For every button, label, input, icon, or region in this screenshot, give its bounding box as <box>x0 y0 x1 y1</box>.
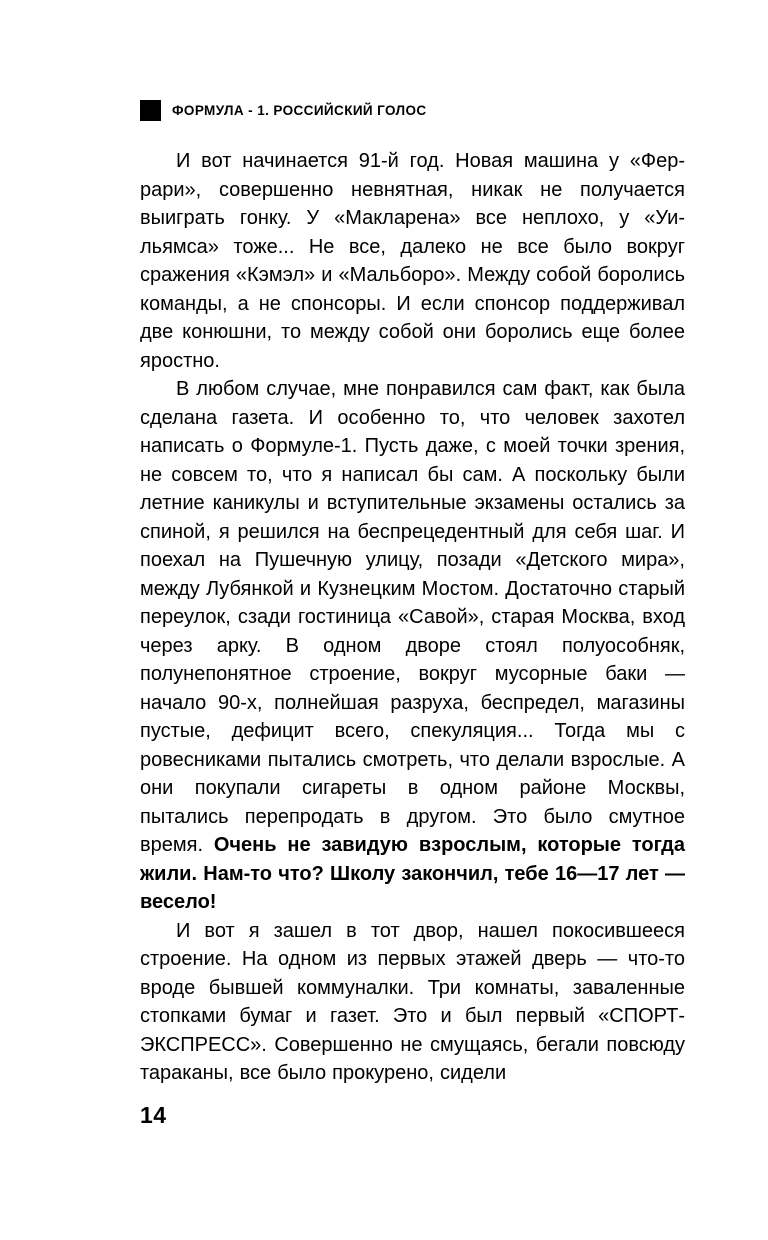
paragraph-bold-text: Очень не завидую взрослым, которые тогда жили. Нам-то что? Школу закончил, тебе 16—17 лет — весело! <box>140 834 685 913</box>
running-header <box>140 100 685 121</box>
paragraph <box>140 375 685 917</box>
body-text-block <box>140 147 685 1088</box>
page-number: 14 <box>140 1101 167 1128</box>
header-square-marker <box>140 100 161 121</box>
paragraph-text: И вот я зашел в тот двор, нашел покосившееся строение. На одном из первых этажей дверь — что-то вроде бывшей коммуналки. Три комнаты, заваленные стопками бумаг и газет. Это и был первый «СПОРТ-ЭКСПРЕСС». Совершенно не смущаясь, бегали повсюду тараканы, все было прокурено, сидели <box>140 919 685 1084</box>
paragraph-text: И вот начинается 91-й год. Новая машина у «Феррари», совершенно невнятная, никак не получается выиграть гонку. У «Макларена» все неплохо, у «Уильямса» тоже... Не все, далеко не все было вокруг сражения «Кэмэл» и «Мальборо». Между собой боролись команды, а не спонсоры. И если спонсор поддерживал две конюшни, то между собой они боролись еще более яростно. <box>140 150 685 372</box>
paragraph-text: В любом случае, мне понравился сам факт, как была сделана газета. И особенно то, что человек захотел написать о Формуле-1. Пусть даже, с моей точки зрения, не совсем то, что я написал бы сам. А поскольку были летние каникулы и вступительные экзамены остались за спиной, я решился на беспрецедентный для себя шаг. И поехал на Пушечную улицу, позади «Детского мира», между Лубянкой и Кузнецким Мостом. Достаточно старый переулок, сзади гостиница «Савой», старая Москва, вход через арку. В одном дворе стоял полуособняк, полунепонятное строение, вокруг мусорные баки — начало 90-х, полнейшая разруха, беспредел, магазины пустые, дефицит всего, спекуляция... Тогда мы с ровесниками пытались смотреть, что делали взрослые. А они покупали сигареты в одном районе Москвы, пытались перепродать в другом. Это было смутное время. <box>140 378 685 856</box>
running-header-title: ФОРМУЛА - 1. РОССИЙСКИЙ ГОЛОС <box>172 103 427 118</box>
paragraph <box>140 917 685 1088</box>
paragraph <box>140 147 685 375</box>
